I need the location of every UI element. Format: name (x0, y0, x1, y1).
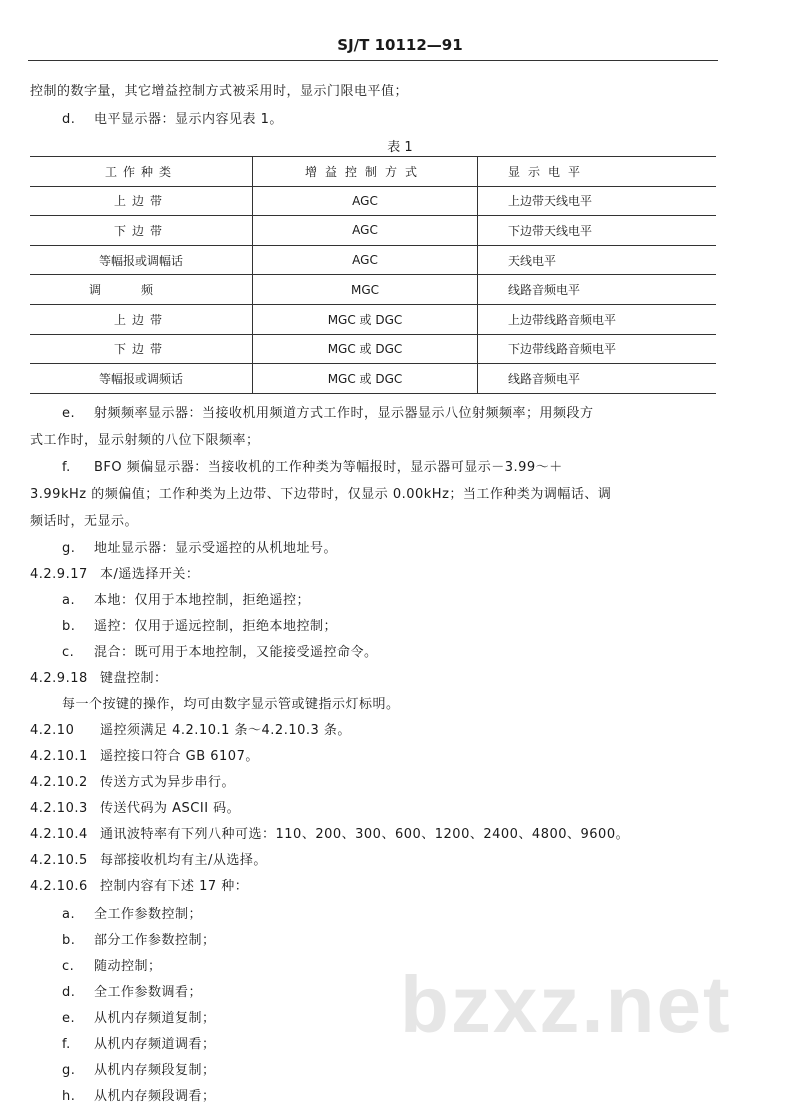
table-row (30, 186, 716, 216)
clause-line (30, 667, 168, 686)
item-label: e. (62, 1011, 76, 1026)
list-item (62, 929, 216, 948)
cell: AGC (253, 245, 478, 275)
cell: 上边带天线电平 (478, 186, 717, 216)
item-label: b. (62, 933, 76, 948)
line-text: 随动控制； (94, 959, 162, 974)
cell: 下边带 (30, 334, 253, 364)
clause-line (30, 563, 199, 582)
list-item (62, 1033, 216, 1052)
list-item (62, 456, 563, 475)
header-cell: 增益控制方式 (253, 157, 478, 187)
line-text: 频话时，无显示。 (30, 514, 139, 529)
item-label: c. (62, 959, 75, 974)
list-item (62, 589, 310, 608)
item-label: d. (62, 985, 76, 1000)
cell: 上边带线路音频电平 (478, 304, 717, 334)
table-row (30, 364, 716, 394)
item-label: f. (62, 1037, 71, 1052)
cell: 上边带 (30, 304, 253, 334)
list-item (62, 615, 337, 634)
clause-number: 4.2.10 (30, 723, 75, 738)
line-text: 从机内存频段调看； (94, 1089, 216, 1104)
list-item (62, 1059, 216, 1078)
list-item (62, 641, 378, 660)
line-text: 全工作参数控制； (94, 907, 203, 922)
cell: 天线电平 (478, 245, 717, 275)
table-1 (30, 156, 716, 394)
item-text: 电平显示器：显示内容见表 1。 (94, 112, 283, 127)
clause-line (30, 849, 267, 868)
clause-line (30, 745, 259, 764)
clause-number: 4.2.10.6 (30, 879, 88, 894)
line-text: 遥控接口符合 GB 6107。 (100, 749, 259, 764)
header-rule (28, 60, 718, 61)
line-text: 每一个按键的操作，均可由数字显示管或键指示灯标明。 (62, 697, 400, 712)
clause-line (30, 771, 235, 790)
list-item (62, 537, 337, 556)
line-text: 每部接收机均有主/从选择。 (100, 853, 267, 868)
list-item (62, 955, 162, 974)
line-text: 部分工作参数控制； (94, 933, 216, 948)
table-row (30, 216, 716, 246)
paragraph-line: 控制的数字量，其它增益控制方式被采用时，显示门限电平值； (30, 84, 409, 99)
clause-number: 4.2.9.17 (30, 567, 88, 582)
line-text: 从机内存频道复制； (94, 1011, 216, 1026)
item-label: f. (62, 460, 71, 475)
list-item (62, 903, 202, 922)
table-row (30, 275, 716, 305)
line-text: 本/遥选择开关： (100, 567, 200, 582)
cell: 上边带 (30, 186, 253, 216)
item-label: d. (62, 112, 76, 127)
list-item (62, 402, 594, 421)
cell: 线路音频电平 (478, 364, 717, 394)
line-text: 地址显示器：显示受遥控的从机地址号。 (94, 541, 338, 556)
table-row (30, 304, 716, 334)
cell: 线路音频电平 (478, 275, 717, 305)
cell: 下边带天线电平 (478, 216, 717, 246)
clause-number: 4.2.10.4 (30, 827, 88, 842)
line-text: 遥控须满足 4.2.10.1 条～4.2.10.3 条。 (100, 723, 351, 738)
table-header-row (30, 157, 716, 187)
header-cell: 工作种类 (30, 157, 253, 187)
item-label: h. (62, 1089, 76, 1104)
list-item (62, 1007, 216, 1026)
table-row (30, 334, 716, 364)
line-text: BFO 频偏显示器：当接收机的工作种类为等幅报时，显示器可显示－3.99～＋ (94, 460, 563, 475)
header-cell: 显示电平 (478, 157, 717, 187)
line-text: 控制内容有下述 17 种： (100, 879, 249, 894)
cell: 下边带线路音频电平 (478, 334, 717, 364)
cell: AGC (253, 216, 478, 246)
paragraph-line (30, 429, 260, 448)
document-number: SJ/T 10112—91 (337, 36, 463, 54)
line-text: 本地：仅用于本地控制，拒绝遥控； (94, 593, 311, 608)
paragraph-line (30, 510, 138, 529)
list-item (62, 981, 202, 1000)
table-caption: 表 1 (387, 140, 413, 155)
cell: MGC 或 DGC (253, 364, 478, 394)
list-item (62, 1085, 216, 1104)
cell: MGC 或 DGC (253, 304, 478, 334)
item-label: g. (62, 1063, 76, 1078)
clause-line (30, 823, 629, 842)
clause-number: 4.2.9.18 (30, 671, 88, 686)
line-text: 传送方式为异步串行。 (100, 775, 236, 790)
paragraph-line (62, 693, 400, 712)
cell: MGC 或 DGC (253, 334, 478, 364)
clause-number: 4.2.10.1 (30, 749, 88, 764)
cell: 调频 (30, 275, 253, 305)
cell: 等幅报或调幅话 (30, 245, 253, 275)
item-label: g. (62, 541, 76, 556)
clause-line (30, 875, 248, 894)
line-text: 从机内存频道调看； (94, 1037, 216, 1052)
line-text: 从机内存频段复制； (94, 1063, 216, 1078)
table-row (30, 245, 716, 275)
item-label: a. (62, 907, 76, 922)
line-text: 键盘控制： (100, 671, 168, 686)
cell: 下边带 (30, 216, 253, 246)
item-d (62, 108, 283, 127)
cell: 等幅报或调频话 (30, 364, 253, 394)
line-text: 射频频率显示器：当接收机用频道方式工作时，显示器显示八位射频频率；用频段方 (94, 406, 594, 421)
clause-number: 4.2.10.3 (30, 801, 88, 816)
line-text: 通讯波特率有下列八种可选：110、200、300、600、1200、2400、4800、9600。 (100, 827, 630, 842)
clause-number: 4.2.10.5 (30, 853, 88, 868)
line-text: 式工作时，显示射频的八位下限频率； (30, 433, 260, 448)
item-label: e. (62, 406, 76, 421)
paragraph-line (30, 483, 611, 502)
clause-line (30, 719, 351, 738)
cell: AGC (253, 186, 478, 216)
cell: MGC (253, 275, 478, 305)
item-label: a. (62, 593, 76, 608)
clause-number: 4.2.10.2 (30, 775, 88, 790)
line-text: 全工作参数调看； (94, 985, 203, 1000)
item-label: b. (62, 619, 76, 634)
line-text: 3.99kHz 的频偏值；工作种类为上边带、下边带时，仅显示 0.00kHz；当工作种类为调幅话、调 (30, 487, 612, 502)
line-text: 传送代码为 ASCII 码。 (100, 801, 241, 816)
item-label: c. (62, 645, 75, 660)
line-text: 混合：既可用于本地控制，又能接受遥控命令。 (94, 645, 378, 660)
clause-line (30, 797, 240, 816)
watermark: bzxz.net (400, 960, 732, 1049)
line-text: 遥控：仅用于遥远控制，拒绝本地控制； (94, 619, 338, 634)
